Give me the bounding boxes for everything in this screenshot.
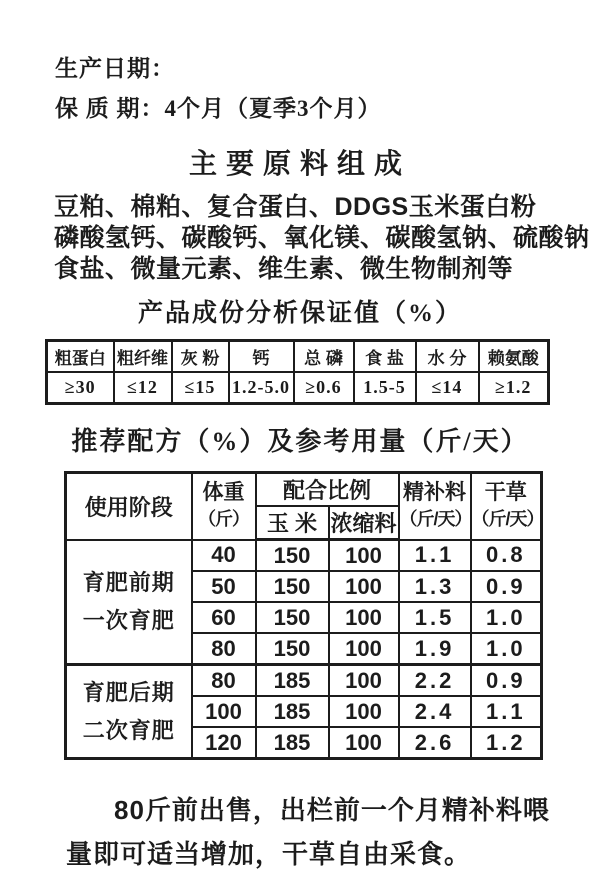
corn-cell: 185 xyxy=(256,665,329,697)
weight-cell: 50 xyxy=(192,571,256,602)
analysis-title: 产品成份分析保证值（%） xyxy=(137,300,462,327)
ingredients-line: 豆粕、棉粕、复合蛋白、DDGS玉米蛋白粉 xyxy=(54,193,537,221)
note-line: 量即可适当增加，干草自由采食。 xyxy=(66,839,472,869)
analysis-value-cell: ≥0.6 xyxy=(294,372,354,404)
stage-cell-group2 xyxy=(66,665,192,759)
analysis-value-cell: ≥30 xyxy=(47,372,114,404)
corn-cell: 150 xyxy=(256,540,329,572)
weight-cell: 100 xyxy=(192,696,256,727)
corn-cell: 185 xyxy=(256,727,329,759)
corn-cell: 150 xyxy=(256,571,329,602)
table-row xyxy=(66,665,542,697)
supplement-label-line1: 精补料 xyxy=(403,481,467,505)
hay-cell: 0.9 xyxy=(471,571,542,602)
recipe-title: 推荐配方（%）及参考用量（斤/天） xyxy=(71,427,529,456)
analysis-header-cell: 灰 粉 xyxy=(172,341,229,373)
stage-cell-group1 xyxy=(66,540,192,665)
analysis-header-cell: 粗纤维 xyxy=(114,341,172,373)
analysis-header-cell: 食 盐 xyxy=(354,341,416,373)
feeding-note xyxy=(66,788,550,876)
ingredients-paragraph xyxy=(54,192,590,285)
analysis-value-cell: ≤12 xyxy=(114,372,172,404)
corn-cell: 150 xyxy=(256,633,329,665)
recipe-header-corn: 玉 米 xyxy=(256,506,329,540)
stage-line: 一次育肥 xyxy=(82,607,175,633)
analysis-values-row xyxy=(47,372,549,404)
analysis-value-cell: ≥1.2 xyxy=(479,372,549,404)
shelf-life-label: 保 质 期： xyxy=(55,96,165,121)
shelf-life-value: 4个月（夏季3个月） xyxy=(164,96,382,121)
production-date-label: 生产日期： xyxy=(55,56,175,81)
recipe-header-concentrate: 浓缩料 xyxy=(329,506,399,540)
analysis-header-cell: 总 磷 xyxy=(294,341,354,373)
ingredients-title: 主要原料组成 xyxy=(188,148,411,179)
analysis-header-cell: 赖氨酸 xyxy=(479,341,549,373)
table-row xyxy=(66,540,542,572)
top-info-block xyxy=(0,0,600,124)
hay-cell: 1.1 xyxy=(471,696,542,727)
recipe-header-hay xyxy=(471,473,542,540)
supplement-cell: 2.4 xyxy=(399,696,471,727)
hay-cell: 1.0 xyxy=(471,602,542,633)
recipe-table xyxy=(64,471,543,760)
recipe-header-row-1 xyxy=(66,473,542,507)
analysis-header-cell: 水 分 xyxy=(416,341,479,373)
weight-cell: 120 xyxy=(192,727,256,759)
hay-cell: 0.8 xyxy=(471,540,542,572)
supplement-cell: 1.9 xyxy=(399,633,471,665)
concentrate-cell: 100 xyxy=(329,633,399,665)
recipe-header-stage: 使用阶段 xyxy=(66,473,192,540)
hay-label-line2: （斤/天） xyxy=(471,509,544,530)
analysis-value-cell: 1.5-5 xyxy=(354,372,416,404)
supplement-label-line2: （斤/天） xyxy=(399,509,472,530)
stage-line: 育肥前期 xyxy=(82,569,175,595)
concentrate-cell: 100 xyxy=(329,602,399,633)
supplement-cell: 1.1 xyxy=(399,540,471,572)
production-date-line xyxy=(55,54,600,84)
analysis-table xyxy=(45,339,550,405)
weight-cell: 80 xyxy=(192,633,256,665)
ingredients-line: 磷酸氢钙、碳酸钙、氧化镁、碳酸氢钠、硫酸钠 xyxy=(54,224,590,252)
weight-label-line1: 体重 xyxy=(202,481,245,505)
weight-label-line2: （斤） xyxy=(198,509,249,530)
ingredients-line: 食盐、微量元素、维生素、微生物制剂等 xyxy=(54,255,514,283)
corn-cell: 185 xyxy=(256,696,329,727)
supplement-cell: 1.5 xyxy=(399,602,471,633)
note-line: 80斤前出售，出栏前一个月精补料喂 xyxy=(114,795,550,825)
stage-line: 育肥后期 xyxy=(82,679,175,705)
hay-label-line1: 干草 xyxy=(484,481,527,505)
concentrate-cell: 100 xyxy=(329,665,399,697)
recipe-header-ratio: 配合比例 xyxy=(256,473,399,507)
shelf-life-line xyxy=(55,94,600,124)
supplement-cell: 1.3 xyxy=(399,571,471,602)
corn-cell: 150 xyxy=(256,602,329,633)
analysis-value-cell: ≤14 xyxy=(416,372,479,404)
recipe-header-supplement xyxy=(399,473,471,540)
analysis-header-row xyxy=(47,341,549,373)
concentrate-cell: 100 xyxy=(329,696,399,727)
weight-cell: 40 xyxy=(192,540,256,572)
hay-cell: 0.9 xyxy=(471,665,542,697)
hay-cell: 1.2 xyxy=(471,727,542,759)
weight-cell: 80 xyxy=(192,665,256,697)
concentrate-cell: 100 xyxy=(329,727,399,759)
supplement-cell: 2.6 xyxy=(399,727,471,759)
concentrate-cell: 100 xyxy=(329,540,399,572)
analysis-value-cell: ≤15 xyxy=(172,372,229,404)
weight-cell: 60 xyxy=(192,602,256,633)
recipe-header-weight xyxy=(192,473,256,540)
supplement-cell: 2.2 xyxy=(399,665,471,697)
analysis-value-cell: 1.2-5.0 xyxy=(229,372,294,404)
analysis-header-cell: 粗蛋白 xyxy=(47,341,114,373)
stage-line: 二次育肥 xyxy=(82,717,175,743)
hay-cell: 1.0 xyxy=(471,633,542,665)
analysis-header-cell: 钙 xyxy=(229,341,294,373)
concentrate-cell: 100 xyxy=(329,571,399,602)
